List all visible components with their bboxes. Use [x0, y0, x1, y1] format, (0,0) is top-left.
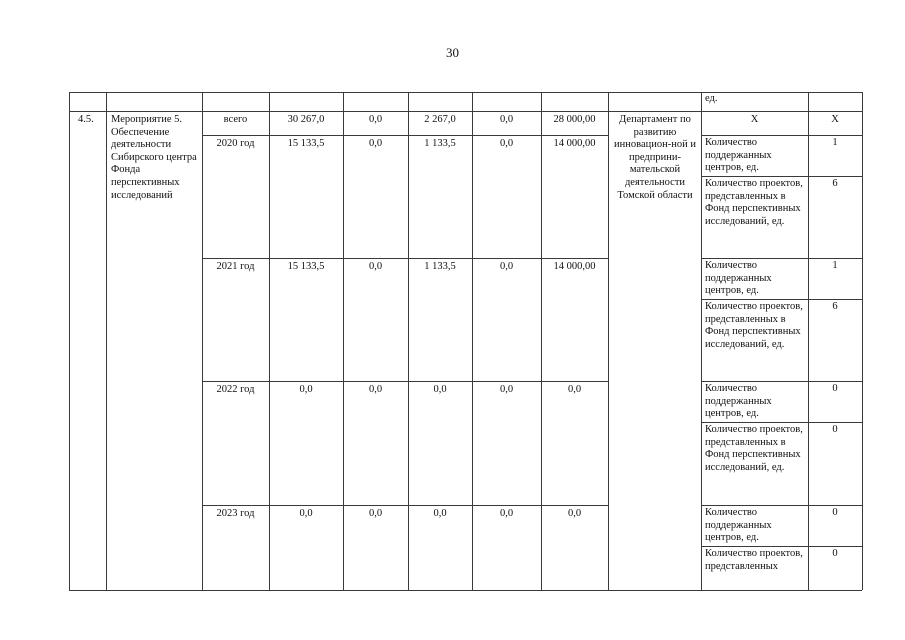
- amount-cell: 1 133,5: [424, 138, 456, 149]
- indicator-value: 6: [832, 301, 838, 312]
- indicator-value: 6: [832, 178, 838, 189]
- indicator-name: Количество проектов, представленных в Фонд перспективных исследований, ед.: [705, 301, 803, 350]
- amount-cell: 14 000,00: [553, 138, 596, 149]
- table-rule: [701, 135, 862, 136]
- indicator-name: Количество проектов, представленных в Фонд перспективных исследований, ед.: [705, 178, 803, 227]
- event-name: Мероприятие 5. Обеспечение деятельности Сибирского центра Фонда перспективных исследований: [111, 114, 197, 201]
- period-label: всего: [223, 114, 248, 125]
- table-rule: [202, 505, 608, 506]
- table-rule: [69, 111, 862, 112]
- indicator-value: 0: [832, 548, 838, 559]
- indicator-name: Х: [750, 114, 759, 125]
- indicator-name: Количество проектов, представленных: [705, 548, 803, 572]
- table-rule: [701, 176, 862, 177]
- amount-cell: 30 267,0: [287, 114, 325, 125]
- period-label: 2020 год: [216, 138, 255, 149]
- indicator-value: 0: [832, 424, 838, 435]
- indicator-name: Количество проектов, представленных в Фонд перспективных исследований, ед.: [705, 424, 803, 473]
- amount-cell: 0,0: [299, 384, 313, 395]
- table-rule: [701, 422, 862, 423]
- table-rule: [701, 92, 702, 590]
- amount-cell: 0,0: [433, 508, 447, 519]
- table-rule: [608, 92, 609, 590]
- indicator-name: Количество поддержанных центров, ед.: [705, 383, 772, 420]
- amount-cell: 0,0: [499, 261, 514, 272]
- indicator-name: Количество поддержанных центров, ед.: [705, 137, 772, 174]
- amount-cell: 1 133,5: [424, 261, 456, 272]
- amount-cell: 0,0: [499, 138, 514, 149]
- table-rule: [862, 92, 863, 590]
- period-label: 2022 год: [216, 384, 255, 395]
- table-rule: [701, 258, 862, 259]
- page-number: 30: [446, 45, 459, 60]
- amount-cell: 0,0: [499, 384, 514, 395]
- amount-cell: 0,0: [368, 261, 383, 272]
- indicator-name: Количество поддержанных центров, ед.: [705, 507, 772, 544]
- amount-cell: 0,0: [499, 508, 514, 519]
- amount-cell: 0,0: [368, 508, 383, 519]
- amount-cell: 0,0: [499, 114, 514, 125]
- amount-cell: 0,0: [299, 508, 313, 519]
- amount-cell: 0,0: [368, 138, 383, 149]
- indicator-value: 0: [832, 383, 838, 394]
- indicator-name: Количество поддержанных центров, ед.: [705, 260, 772, 297]
- indicator-value: 1: [832, 260, 838, 271]
- amount-cell: 0,0: [567, 508, 582, 519]
- row-number: 4.5.: [78, 114, 94, 125]
- indicator-value: Х: [831, 114, 839, 125]
- table-rule: [69, 92, 70, 590]
- table-rule: [202, 135, 608, 136]
- period-label: 2023 год: [216, 508, 255, 519]
- amount-cell: 0,0: [567, 384, 582, 395]
- table-rule: [202, 258, 608, 259]
- period-label: 2021 год: [216, 261, 255, 272]
- indicator-name: ед.: [705, 93, 718, 104]
- indicator-value: 1: [832, 137, 838, 148]
- indicator-value: 0: [832, 507, 838, 518]
- table-rule: [701, 505, 862, 506]
- amount-cell: 28 000,00: [553, 114, 596, 125]
- amount-cell: 15 133,5: [287, 261, 325, 272]
- table-rule: [69, 590, 862, 591]
- amount-cell: 0,0: [433, 384, 447, 395]
- table-rule: [701, 546, 862, 547]
- amount-cell: 0,0: [368, 384, 383, 395]
- table-rule: [701, 299, 862, 300]
- amount-cell: 15 133,5: [287, 138, 325, 149]
- executor-name: Департамент по развитию инновацион-ной и предприни-мательской деятельности Томской области: [614, 114, 696, 201]
- amount-cell: 0,0: [368, 114, 383, 125]
- amount-cell: 14 000,00: [553, 261, 596, 272]
- amount-cell: 2 267,0: [424, 114, 456, 125]
- table-rule: [701, 381, 862, 382]
- table-rule: [106, 92, 107, 590]
- table-rule: [202, 381, 608, 382]
